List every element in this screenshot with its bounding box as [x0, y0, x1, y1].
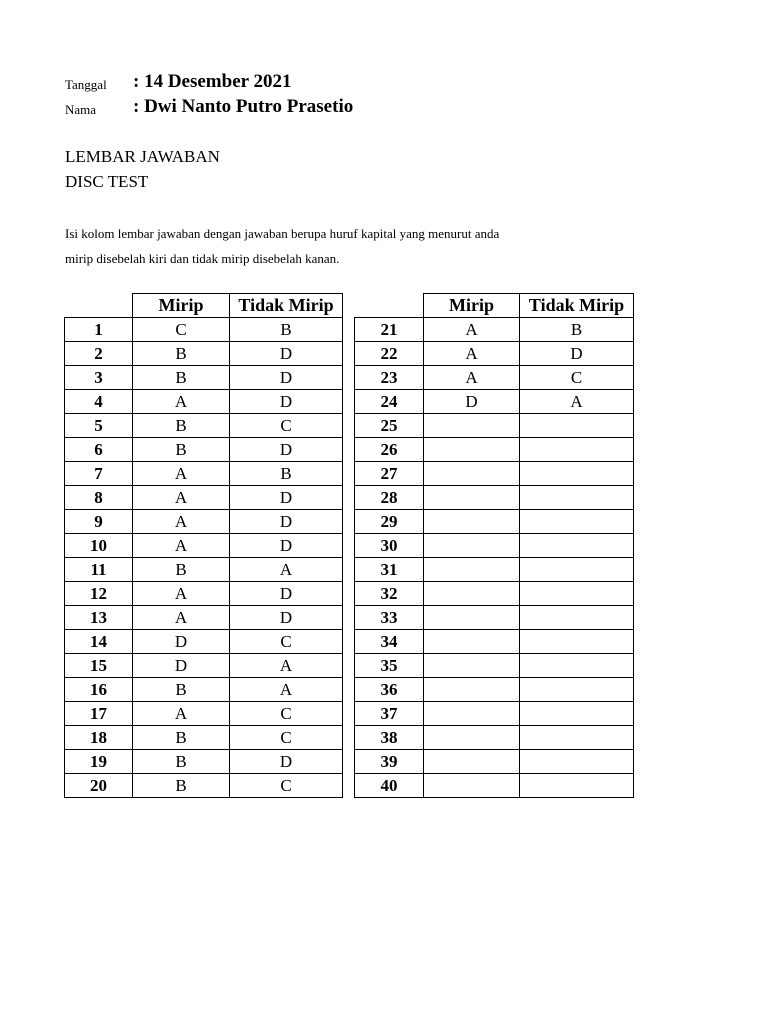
date-value: : 14 Desember 2021 — [133, 71, 292, 92]
mirip-cell: A — [133, 702, 230, 726]
mirip-cell — [424, 582, 520, 606]
answer-table-left — [64, 293, 343, 798]
table-header-row — [65, 294, 343, 318]
mirip-cell — [424, 678, 520, 702]
table-row — [65, 750, 343, 774]
mirip-cell — [424, 438, 520, 462]
mirip-cell: B — [133, 678, 230, 702]
tidak-mirip-cell: A — [520, 390, 634, 414]
mirip-cell — [424, 630, 520, 654]
table-row — [355, 558, 634, 582]
tidak-mirip-cell: D — [230, 486, 343, 510]
tidak-mirip-cell — [520, 630, 634, 654]
table-row — [355, 534, 634, 558]
table-row — [65, 726, 343, 750]
row-number: 17 — [65, 702, 133, 726]
table-row — [65, 582, 343, 606]
row-number: 26 — [355, 438, 424, 462]
tidak-mirip-cell — [520, 534, 634, 558]
header-tidak-mirip: Tidak Mirip — [230, 294, 343, 318]
table-header-row — [355, 294, 634, 318]
row-number: 39 — [355, 750, 424, 774]
table-row — [355, 414, 634, 438]
tidak-mirip-cell: D — [230, 510, 343, 534]
tidak-mirip-cell: D — [230, 606, 343, 630]
row-number: 8 — [65, 486, 133, 510]
table-row — [355, 510, 634, 534]
mirip-cell — [424, 702, 520, 726]
tidak-mirip-cell: D — [230, 438, 343, 462]
mirip-cell: A — [133, 582, 230, 606]
tidak-mirip-cell: C — [230, 702, 343, 726]
table-row — [65, 510, 343, 534]
tidak-mirip-cell: B — [520, 318, 634, 342]
row-number: 37 — [355, 702, 424, 726]
table-row — [65, 438, 343, 462]
tidak-mirip-cell: A — [230, 558, 343, 582]
mirip-cell: B — [133, 342, 230, 366]
row-number: 3 — [65, 366, 133, 390]
row-number: 14 — [65, 630, 133, 654]
tidak-mirip-cell — [520, 462, 634, 486]
tidak-mirip-cell: B — [230, 318, 343, 342]
mirip-cell: D — [133, 630, 230, 654]
table-row — [65, 318, 343, 342]
row-number: 5 — [65, 414, 133, 438]
row-number: 23 — [355, 366, 424, 390]
table-row — [355, 606, 634, 630]
tidak-mirip-cell: D — [230, 750, 343, 774]
table-row — [355, 702, 634, 726]
mirip-cell: B — [133, 774, 230, 798]
table-row — [355, 486, 634, 510]
row-number: 2 — [65, 342, 133, 366]
tidak-mirip-cell — [520, 510, 634, 534]
instructions-line-2: mirip disebelah kiri dan tidak mirip disebelah kanan. — [65, 251, 340, 266]
row-number: 25 — [355, 414, 424, 438]
mirip-cell: A — [424, 342, 520, 366]
table-row — [65, 774, 343, 798]
mirip-cell: D — [133, 654, 230, 678]
page-title: LEMBAR JAWABAN — [65, 147, 220, 166]
table-row — [355, 318, 634, 342]
row-number: 33 — [355, 606, 424, 630]
table-row — [355, 366, 634, 390]
mirip-cell — [424, 534, 520, 558]
mirip-cell: B — [133, 438, 230, 462]
name-label: Nama — [65, 102, 97, 117]
header-mirip: Mirip — [424, 294, 520, 318]
tidak-mirip-cell — [520, 678, 634, 702]
mirip-cell: B — [133, 726, 230, 750]
table-row — [65, 606, 343, 630]
table-row — [65, 486, 343, 510]
tidak-mirip-cell — [520, 582, 634, 606]
table-row — [65, 462, 343, 486]
tidak-mirip-cell: D — [230, 342, 343, 366]
table-row — [65, 414, 343, 438]
mirip-cell: B — [133, 558, 230, 582]
header-blank — [65, 294, 133, 318]
row-number: 16 — [65, 678, 133, 702]
row-number: 21 — [355, 318, 424, 342]
tidak-mirip-cell — [520, 438, 634, 462]
mirip-cell: A — [133, 390, 230, 414]
table-row — [355, 630, 634, 654]
table-row — [65, 342, 343, 366]
tidak-mirip-cell: C — [230, 630, 343, 654]
table-row — [355, 342, 634, 366]
tidak-mirip-cell: C — [230, 414, 343, 438]
tidak-mirip-cell: B — [230, 462, 343, 486]
row-number: 7 — [65, 462, 133, 486]
table-row — [355, 678, 634, 702]
tidak-mirip-cell — [520, 774, 634, 798]
table-row — [355, 654, 634, 678]
mirip-cell: B — [133, 750, 230, 774]
page-subtitle: DISC TEST — [65, 172, 149, 191]
row-number: 24 — [355, 390, 424, 414]
mirip-cell — [424, 726, 520, 750]
row-number: 22 — [355, 342, 424, 366]
row-number: 32 — [355, 582, 424, 606]
tidak-mirip-cell: C — [230, 726, 343, 750]
mirip-cell — [424, 750, 520, 774]
table-row — [355, 438, 634, 462]
tidak-mirip-cell: D — [230, 390, 343, 414]
table-row — [355, 462, 634, 486]
date-label: Tanggal — [65, 77, 107, 92]
mirip-cell — [424, 606, 520, 630]
row-number: 29 — [355, 510, 424, 534]
mirip-cell: C — [133, 318, 230, 342]
table-row — [355, 726, 634, 750]
tidak-mirip-cell: D — [230, 582, 343, 606]
table-row — [65, 630, 343, 654]
row-number: 28 — [355, 486, 424, 510]
row-number: 36 — [355, 678, 424, 702]
table-row — [65, 534, 343, 558]
row-number: 40 — [355, 774, 424, 798]
name-value: : Dwi Nanto Putro Prasetio — [133, 96, 354, 117]
table-row — [355, 750, 634, 774]
tidak-mirip-cell — [520, 606, 634, 630]
header-blank — [355, 294, 424, 318]
mirip-cell: B — [133, 366, 230, 390]
mirip-cell: A — [133, 534, 230, 558]
mirip-cell — [424, 414, 520, 438]
table-row — [65, 654, 343, 678]
table-row — [65, 558, 343, 582]
mirip-cell: A — [424, 318, 520, 342]
tidak-mirip-cell: A — [230, 654, 343, 678]
row-number: 12 — [65, 582, 133, 606]
tidak-mirip-cell: C — [520, 366, 634, 390]
row-number: 1 — [65, 318, 133, 342]
tidak-mirip-cell: D — [230, 366, 343, 390]
tidak-mirip-cell — [520, 486, 634, 510]
mirip-cell: D — [424, 390, 520, 414]
table-row — [65, 702, 343, 726]
table-row — [65, 390, 343, 414]
tidak-mirip-cell: A — [230, 678, 343, 702]
row-number: 27 — [355, 462, 424, 486]
row-number: 30 — [355, 534, 424, 558]
row-number: 9 — [65, 510, 133, 534]
tidak-mirip-cell: D — [520, 342, 634, 366]
mirip-cell: A — [133, 510, 230, 534]
mirip-cell — [424, 774, 520, 798]
mirip-cell — [424, 654, 520, 678]
mirip-cell: A — [133, 606, 230, 630]
mirip-cell — [424, 510, 520, 534]
table-row — [65, 366, 343, 390]
mirip-cell: B — [133, 414, 230, 438]
mirip-cell — [424, 486, 520, 510]
row-number: 34 — [355, 630, 424, 654]
mirip-cell: A — [133, 486, 230, 510]
row-number: 19 — [65, 750, 133, 774]
tidak-mirip-cell — [520, 750, 634, 774]
table-row — [65, 678, 343, 702]
header-tidak-mirip: Tidak Mirip — [520, 294, 634, 318]
table-row — [355, 582, 634, 606]
row-number: 11 — [65, 558, 133, 582]
tidak-mirip-cell — [520, 702, 634, 726]
header-mirip: Mirip — [133, 294, 230, 318]
row-number: 18 — [65, 726, 133, 750]
row-number: 4 — [65, 390, 133, 414]
mirip-cell — [424, 462, 520, 486]
tidak-mirip-cell — [520, 654, 634, 678]
tidak-mirip-cell — [520, 558, 634, 582]
mirip-cell: A — [424, 366, 520, 390]
row-number: 38 — [355, 726, 424, 750]
mirip-cell: A — [133, 462, 230, 486]
mirip-cell — [424, 558, 520, 582]
tidak-mirip-cell — [520, 414, 634, 438]
tidak-mirip-cell: C — [230, 774, 343, 798]
row-number: 6 — [65, 438, 133, 462]
row-number: 15 — [65, 654, 133, 678]
table-row — [355, 390, 634, 414]
tidak-mirip-cell: D — [230, 534, 343, 558]
tidak-mirip-cell — [520, 726, 634, 750]
row-number: 20 — [65, 774, 133, 798]
row-number: 10 — [65, 534, 133, 558]
table-row — [355, 774, 634, 798]
instructions-line-1: Isi kolom lembar jawaban dengan jawaban berupa huruf kapital yang menurut anda — [65, 226, 500, 241]
row-number: 13 — [65, 606, 133, 630]
row-number: 31 — [355, 558, 424, 582]
answer-table-right — [354, 293, 634, 798]
row-number: 35 — [355, 654, 424, 678]
